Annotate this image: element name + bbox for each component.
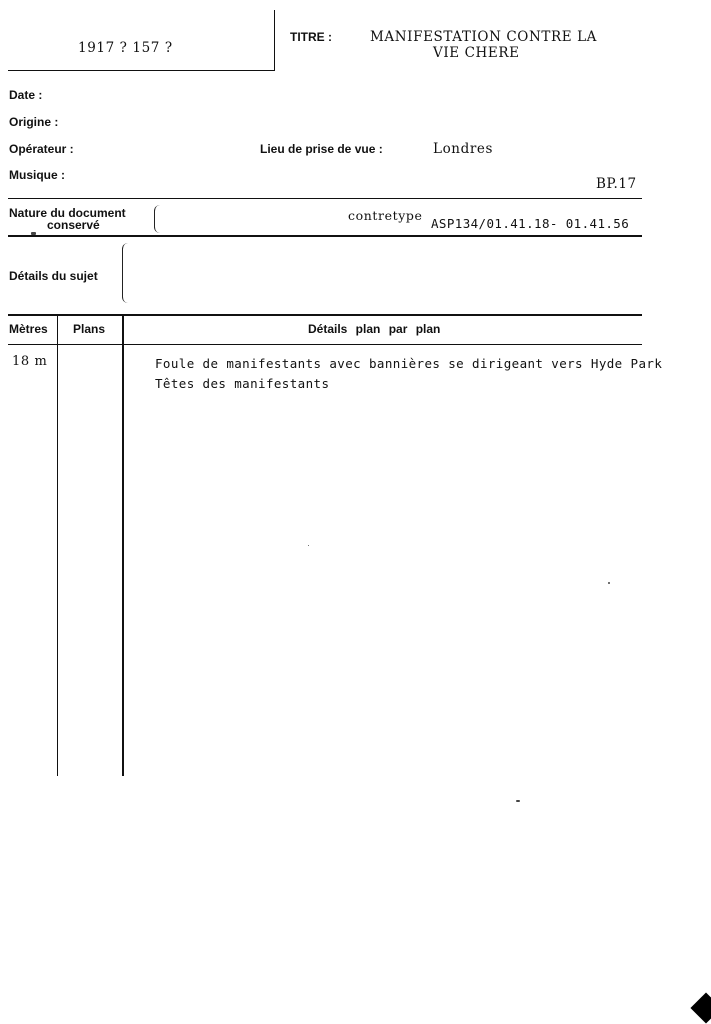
page-corner-shadow (690, 992, 711, 1023)
metres-value: 18 m (12, 354, 48, 369)
speck (308, 545, 309, 546)
column-divider-metres-plans (57, 316, 58, 776)
titre-label: TITRE : (290, 30, 332, 44)
detail-line-2: Têtes des manifestants (155, 376, 330, 391)
origine-label: Origine : (9, 115, 59, 129)
detail-line-1: Foule de manifestants avec bannières se dirigeant vers Hyde Park (155, 356, 663, 371)
col-header-details: Détails plan par plan (308, 322, 441, 336)
date-label: Date : (9, 88, 43, 102)
header-box-bottom-border (8, 70, 275, 71)
lieu-value: Londres (433, 141, 493, 157)
rule-table-header-bottom (8, 344, 642, 345)
contretype-value: ASP134/01.41.18- 01.41.56 (431, 216, 630, 231)
nature-label-line-2: conservé (47, 218, 100, 232)
contretype-label: contretype (348, 208, 423, 223)
speck (516, 800, 520, 802)
rule-below-nature (8, 235, 642, 237)
rule-table-top (8, 314, 642, 316)
details-sujet-brace (122, 243, 131, 303)
titre-line-1: MANIFESTATION CONTRE LA (370, 29, 598, 45)
nature-brace (154, 205, 163, 233)
header-box-right-border (274, 10, 275, 71)
column-divider-plans-details (122, 316, 124, 776)
titre-line-2: VIE CHERE (433, 45, 520, 61)
operateur-label: Opérateur : (9, 142, 74, 156)
reference-number: 1917 ? 157 ? (78, 40, 173, 56)
col-header-metres: Mètres (9, 322, 48, 336)
rule-above-nature (8, 198, 642, 199)
lieu-label: Lieu de prise de vue : (260, 142, 383, 156)
bp-code: BP.17 (596, 176, 637, 192)
col-header-plans: Plans (73, 322, 106, 336)
speck (608, 582, 610, 584)
details-sujet-label: Détails du sujet (9, 269, 98, 283)
nature-label-line-1: Nature du document (9, 206, 126, 220)
musique-label: Musique : (9, 168, 65, 182)
ink-mark (31, 232, 36, 235)
